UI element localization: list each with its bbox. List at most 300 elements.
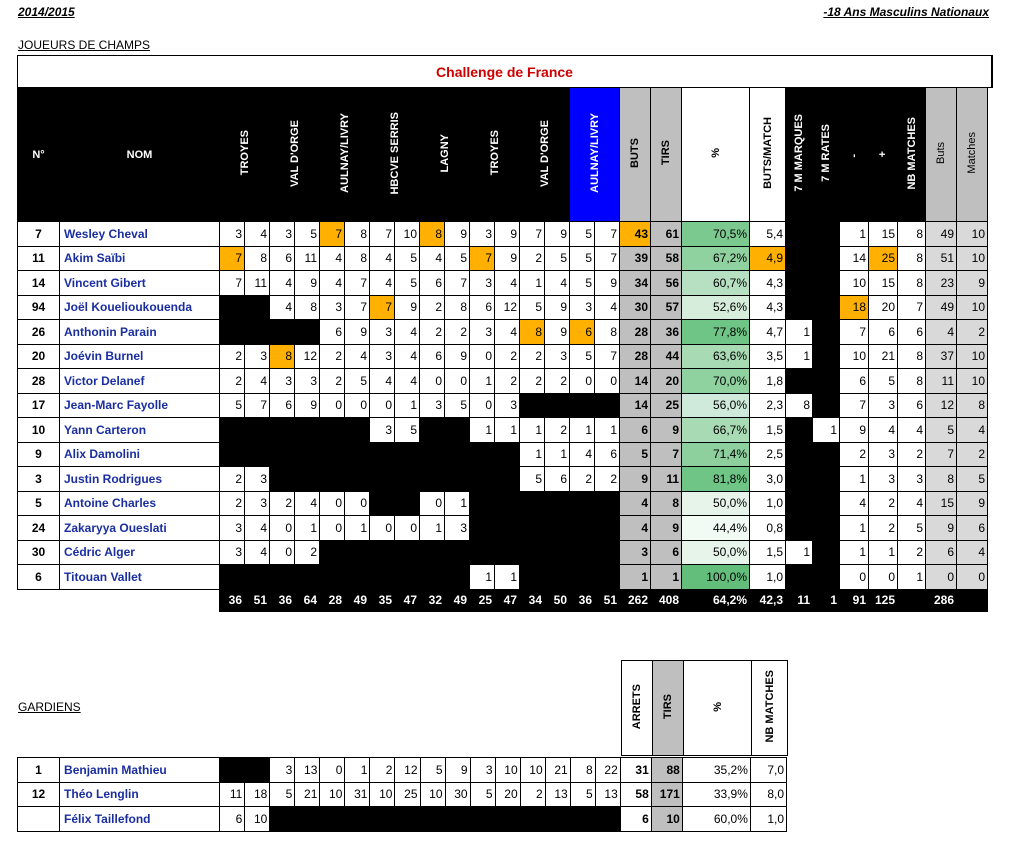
player-name[interactable]: Justin Rodrigues	[60, 467, 220, 492]
match-6-tirs	[495, 516, 520, 541]
match-7-buts	[520, 540, 545, 565]
match-1-buts	[220, 442, 245, 467]
table-row	[18, 467, 993, 492]
match-7-buts: 1	[520, 442, 545, 467]
gk-match-3-arrets: 10	[320, 782, 345, 807]
7m-marques-cell	[786, 271, 813, 296]
table-row	[18, 418, 993, 443]
gk-match-5-tirs: 30	[445, 782, 470, 807]
tirs-cell: 6	[651, 540, 682, 565]
plus-cell: 3	[869, 393, 898, 418]
matches2-cell: 6	[957, 516, 988, 541]
match-7-tirs: 9	[545, 222, 570, 247]
match-3-buts: 2	[320, 369, 345, 394]
gk-match-7-tirs	[545, 807, 570, 832]
gk-match-4-tirs	[395, 807, 420, 832]
pct-cell: 77,8%	[682, 320, 750, 345]
gk-nb-cell: 8,0	[750, 782, 786, 807]
match-5-tirs: 3	[445, 516, 470, 541]
buts-per-match-cell: 1,5	[750, 540, 786, 565]
match-8-buts	[570, 393, 595, 418]
matches2-cell: 0	[957, 565, 988, 590]
7m-marques-cell	[786, 246, 813, 271]
goalkeepers-table	[17, 757, 787, 832]
match-2-tirs	[295, 442, 320, 467]
gk-match-1-arrets: 11	[220, 782, 245, 807]
minus-cell: 18	[840, 295, 869, 320]
tirs-cell: 8	[651, 491, 682, 516]
match-6-tirs: 9	[495, 246, 520, 271]
total-cell	[898, 589, 926, 611]
tirs-cell: 7	[651, 442, 682, 467]
match-8-tirs: 9	[595, 271, 620, 296]
match-7-tirs	[545, 393, 570, 418]
match-2-buts: 3	[270, 369, 295, 394]
player-name[interactable]: Titouan Vallet	[60, 565, 220, 590]
table-row	[18, 295, 993, 320]
plus-cell: 1	[869, 540, 898, 565]
match-3-tirs: 7	[345, 295, 370, 320]
col-minus: -	[840, 88, 869, 222]
match-4-buts: 4	[370, 246, 395, 271]
gk-match-1-arrets: 6	[220, 807, 245, 832]
match-3-tirs: 4	[345, 344, 370, 369]
tirs-cell: 11	[651, 467, 682, 492]
match-4-buts: 4	[370, 369, 395, 394]
match-2-tirs	[295, 320, 320, 345]
col-match-3: AULNAY/LIVRY	[320, 88, 370, 222]
player-name[interactable]: Vincent Gibert	[60, 271, 220, 296]
table-row	[18, 271, 993, 296]
buts-cell: 28	[620, 320, 651, 345]
match-3-tirs	[345, 467, 370, 492]
tirs-cell: 36	[651, 320, 682, 345]
pct-cell: 66,7%	[682, 418, 750, 443]
gk-number: 1	[18, 758, 60, 783]
gk-match-5-arrets: 10	[420, 782, 445, 807]
pct-cell: 44,4%	[682, 516, 750, 541]
player-number: 10	[18, 418, 60, 443]
table-row	[18, 565, 993, 590]
gk-name[interactable]: Théo Lenglin	[60, 782, 220, 807]
match-4-tirs	[395, 442, 420, 467]
7m-rates-cell	[813, 467, 840, 492]
match-6-tirs: 3	[495, 393, 520, 418]
nb-matches-cell: 8	[898, 369, 926, 394]
match-4-tirs	[395, 491, 420, 516]
gk-match-5-arrets: 5	[420, 758, 445, 783]
match-4-tirs	[395, 467, 420, 492]
pct-cell: 71,4%	[682, 442, 750, 467]
col-buts-2: Buts	[926, 88, 957, 222]
total-cell: 36	[270, 589, 295, 611]
match-8-tirs	[595, 516, 620, 541]
match-1-buts: 3	[220, 540, 245, 565]
matches2-cell: 5	[957, 467, 988, 492]
gk-name[interactable]: Benjamin Mathieu	[60, 758, 220, 783]
buts-cell: 43	[620, 222, 651, 247]
match-1-tirs: 8	[245, 246, 270, 271]
match-1-buts: 3	[220, 222, 245, 247]
col-match-1: TROYES	[220, 88, 270, 222]
total-cell: 49	[345, 589, 370, 611]
match-7-tirs: 9	[545, 320, 570, 345]
total-cell: 49	[445, 589, 470, 611]
player-name[interactable]: Jean-Marc Fayolle	[60, 393, 220, 418]
match-6-buts: 3	[470, 271, 495, 296]
match-7-tirs: 2	[545, 369, 570, 394]
match-1-buts: 2	[220, 369, 245, 394]
col-no: N°	[18, 88, 60, 222]
match-6-buts	[470, 491, 495, 516]
buts-cell: 9	[620, 467, 651, 492]
match-4-tirs: 5	[395, 271, 420, 296]
plus-cell: 3	[869, 442, 898, 467]
match-7-buts: 5	[520, 467, 545, 492]
match-6-buts	[470, 467, 495, 492]
col-match-2: VAL D'ORGE	[270, 88, 320, 222]
match-5-tirs: 9	[445, 344, 470, 369]
gk-col-pct: %	[684, 661, 752, 756]
match-7-buts: 2	[520, 246, 545, 271]
pct-cell: 81,8%	[682, 467, 750, 492]
match-4-tirs	[395, 540, 420, 565]
match-1-tirs	[245, 418, 270, 443]
7m-rates-cell	[813, 320, 840, 345]
match-3-tirs	[345, 540, 370, 565]
match-7-buts	[520, 516, 545, 541]
nb-matches-cell: 4	[898, 418, 926, 443]
match-1-buts	[220, 565, 245, 590]
match-3-buts: 6	[320, 320, 345, 345]
7m-rates-cell	[813, 540, 840, 565]
pct-cell: 50,0%	[682, 491, 750, 516]
7m-marques-cell	[786, 516, 813, 541]
buts2-cell: 5	[926, 418, 957, 443]
match-3-buts	[320, 418, 345, 443]
total-cell: 47	[395, 589, 420, 611]
tirs-cell: 20	[651, 369, 682, 394]
match-3-tirs	[345, 565, 370, 590]
match-7-tirs: 1	[545, 442, 570, 467]
match-3-buts: 4	[320, 271, 345, 296]
total-cell: 1	[813, 589, 840, 611]
match-4-buts: 7	[370, 295, 395, 320]
buts-cell: 3	[620, 540, 651, 565]
match-7-tirs: 6	[545, 467, 570, 492]
matches2-cell: 4	[957, 540, 988, 565]
total-cell: 35	[370, 589, 395, 611]
total-cell: 36	[220, 589, 245, 611]
player-name[interactable]: Zakaryya Oueslati	[60, 516, 220, 541]
match-8-tirs: 1	[595, 418, 620, 443]
gk-arrets-cell: 58	[620, 782, 651, 807]
match-3-tirs	[345, 442, 370, 467]
match-1-tirs	[245, 320, 270, 345]
match-7-buts: 2	[520, 369, 545, 394]
match-5-buts: 0	[420, 491, 445, 516]
minus-cell: 2	[840, 442, 869, 467]
match-5-tirs	[445, 540, 470, 565]
player-number: 17	[18, 393, 60, 418]
pct-cell: 100,0%	[682, 565, 750, 590]
match-6-buts	[470, 516, 495, 541]
matches2-cell: 9	[957, 491, 988, 516]
match-6-buts: 1	[470, 369, 495, 394]
player-name[interactable]: Joévin Burnel	[60, 344, 220, 369]
table-row	[18, 344, 993, 369]
tirs-cell: 1	[651, 565, 682, 590]
gk-pct-cell: 60,0%	[682, 807, 750, 832]
players-table	[17, 55, 993, 612]
match-5-tirs: 5	[445, 246, 470, 271]
player-name[interactable]: Anthonin Parain	[60, 320, 220, 345]
player-number: 7	[18, 222, 60, 247]
match-8-tirs	[595, 491, 620, 516]
match-2-buts	[270, 418, 295, 443]
table-row	[18, 393, 993, 418]
gk-match-6-arrets	[470, 807, 495, 832]
buts2-cell: 8	[926, 467, 957, 492]
match-8-buts: 0	[570, 369, 595, 394]
tirs-cell: 58	[651, 246, 682, 271]
7m-marques-cell	[786, 222, 813, 247]
match-3-buts: 0	[320, 516, 345, 541]
match-1-tirs: 4	[245, 516, 270, 541]
7m-rates-cell	[813, 442, 840, 467]
match-5-tirs	[445, 418, 470, 443]
pct-cell: 50,0%	[682, 540, 750, 565]
total-cell: 51	[595, 589, 620, 611]
match-5-tirs: 1	[445, 491, 470, 516]
pct-cell: 60,7%	[682, 271, 750, 296]
match-2-tirs: 12	[295, 344, 320, 369]
match-1-tirs: 3	[245, 491, 270, 516]
gk-row	[18, 782, 787, 807]
player-name[interactable]: Antoine Charles	[60, 491, 220, 516]
player-name[interactable]: Wesley Cheval	[60, 222, 220, 247]
player-name[interactable]: Joël Kouelioukouenda	[60, 295, 220, 320]
player-name[interactable]: Cédric Alger	[60, 540, 220, 565]
total-cell: 286	[926, 589, 957, 611]
nb-matches-cell: 1	[898, 565, 926, 590]
match-2-buts: 4	[270, 271, 295, 296]
match-2-tirs: 8	[295, 295, 320, 320]
table-row	[18, 222, 993, 247]
gk-match-7-tirs: 21	[545, 758, 570, 783]
match-6-buts: 3	[470, 222, 495, 247]
match-3-tirs	[345, 418, 370, 443]
total-cell: 42,3	[750, 589, 786, 611]
buts2-cell: 51	[926, 246, 957, 271]
tirs-cell: 44	[651, 344, 682, 369]
nb-matches-cell: 6	[898, 393, 926, 418]
gk-match-4-arrets: 10	[370, 782, 395, 807]
match-1-buts	[220, 320, 245, 345]
gk-match-7-arrets	[520, 807, 545, 832]
total-cell: 25	[470, 589, 495, 611]
match-2-tirs: 1	[295, 516, 320, 541]
match-8-buts: 3	[570, 295, 595, 320]
gk-match-8-arrets	[570, 807, 595, 832]
buts2-cell: 12	[926, 393, 957, 418]
plus-cell: 5	[869, 369, 898, 394]
match-1-buts: 2	[220, 491, 245, 516]
match-3-buts: 3	[320, 295, 345, 320]
total-cell: 11	[786, 589, 813, 611]
minus-cell: 7	[840, 393, 869, 418]
gk-match-4-tirs: 12	[395, 758, 420, 783]
col-match-7: VAL D'ORGE	[520, 88, 570, 222]
player-number: 24	[18, 516, 60, 541]
7m-marques-cell	[786, 418, 813, 443]
match-4-tirs: 4	[395, 369, 420, 394]
match-2-buts: 0	[270, 516, 295, 541]
match-3-tirs: 5	[345, 369, 370, 394]
match-7-buts	[520, 491, 545, 516]
match-8-tirs: 8	[595, 320, 620, 345]
match-5-tirs: 2	[445, 320, 470, 345]
match-7-tirs: 9	[545, 295, 570, 320]
match-8-buts: 5	[570, 271, 595, 296]
goalkeepers-header	[621, 660, 788, 756]
col-pct: %	[682, 88, 750, 222]
match-6-tirs: 2	[495, 344, 520, 369]
7m-marques-cell	[786, 369, 813, 394]
players-section-title: JOUEURS DE CHAMPS	[18, 38, 151, 52]
buts2-cell: 49	[926, 295, 957, 320]
gk-match-3-arrets: 0	[320, 758, 345, 783]
match-6-buts: 1	[470, 565, 495, 590]
col-match-5: LAGNY	[420, 88, 470, 222]
nb-matches-cell: 8	[898, 271, 926, 296]
plus-cell: 4	[869, 418, 898, 443]
gk-pct-cell: 33,9%	[682, 782, 750, 807]
gk-name[interactable]: Félix Taillefond	[60, 807, 220, 832]
plus-cell: 15	[869, 222, 898, 247]
col-7m-marques: 7 M MARQUES	[786, 88, 813, 222]
match-5-buts: 3	[420, 393, 445, 418]
match-1-buts: 2	[220, 344, 245, 369]
match-1-tirs: 7	[245, 393, 270, 418]
gk-row	[18, 758, 787, 783]
gk-match-4-tirs: 25	[395, 782, 420, 807]
table-row	[18, 442, 993, 467]
player-name[interactable]: Akim Saïbi	[60, 246, 220, 271]
7m-marques-cell: 1	[786, 320, 813, 345]
gk-match-1-tirs: 10	[245, 807, 270, 832]
matches2-cell: 4	[957, 418, 988, 443]
match-8-buts	[570, 491, 595, 516]
col-buts-match: BUTS/MATCH	[750, 88, 786, 222]
total-cell: 36	[570, 589, 595, 611]
gk-arrets-cell: 6	[620, 807, 651, 832]
match-6-tirs: 4	[495, 271, 520, 296]
total-cell: 51	[245, 589, 270, 611]
match-4-buts: 0	[370, 393, 395, 418]
buts-cell: 28	[620, 344, 651, 369]
match-6-tirs: 4	[495, 320, 520, 345]
match-3-tirs: 8	[345, 246, 370, 271]
buts-per-match-cell: 0,8	[750, 516, 786, 541]
7m-marques-cell	[786, 565, 813, 590]
match-8-buts: 6	[570, 320, 595, 345]
gk-row	[18, 807, 787, 832]
match-5-buts: 6	[420, 271, 445, 296]
7m-rates-cell	[813, 565, 840, 590]
gk-match-6-tirs: 20	[495, 782, 520, 807]
nb-matches-cell: 6	[898, 320, 926, 345]
match-3-tirs: 1	[345, 516, 370, 541]
match-3-buts: 2	[320, 344, 345, 369]
total-cell	[957, 589, 988, 611]
gk-tirs-cell: 88	[651, 758, 682, 783]
buts-per-match-cell: 2,3	[750, 393, 786, 418]
buts-per-match-cell: 3,5	[750, 344, 786, 369]
match-2-buts: 6	[270, 246, 295, 271]
gk-match-3-tirs: 31	[345, 782, 370, 807]
match-8-buts	[570, 540, 595, 565]
gk-match-1-tirs: 18	[245, 782, 270, 807]
col-matches-2: Matches	[957, 88, 988, 222]
gk-match-7-arrets: 2	[520, 782, 545, 807]
player-number: 9	[18, 442, 60, 467]
match-3-buts: 0	[320, 393, 345, 418]
match-4-buts	[370, 467, 395, 492]
player-name[interactable]: Alix Damolini	[60, 442, 220, 467]
buts-per-match-cell: 1,0	[750, 491, 786, 516]
nb-matches-cell: 5	[898, 516, 926, 541]
buts-per-match-cell: 4,3	[750, 271, 786, 296]
match-7-buts: 8	[520, 320, 545, 345]
gk-match-2-tirs: 21	[295, 782, 320, 807]
match-7-tirs: 5	[545, 246, 570, 271]
match-2-tirs: 2	[295, 540, 320, 565]
7m-marques-cell	[786, 442, 813, 467]
match-4-buts	[370, 565, 395, 590]
match-2-buts: 2	[270, 491, 295, 516]
tirs-cell: 57	[651, 295, 682, 320]
match-2-tirs: 11	[295, 246, 320, 271]
matches2-cell: 2	[957, 442, 988, 467]
buts-cell: 14	[620, 393, 651, 418]
nb-matches-cell: 8	[898, 222, 926, 247]
player-name[interactable]: Victor Delanef	[60, 369, 220, 394]
gk-match-6-arrets: 5	[470, 782, 495, 807]
match-2-buts	[270, 467, 295, 492]
match-3-buts: 4	[320, 246, 345, 271]
match-7-tirs: 4	[545, 271, 570, 296]
matches2-cell: 9	[957, 271, 988, 296]
player-number: 5	[18, 491, 60, 516]
match-2-tirs: 3	[295, 369, 320, 394]
match-8-tirs: 0	[595, 369, 620, 394]
player-number: 28	[18, 369, 60, 394]
match-8-tirs: 4	[595, 295, 620, 320]
gk-number	[18, 807, 60, 832]
total-cell: 47	[495, 589, 520, 611]
player-name[interactable]: Yann Carteron	[60, 418, 220, 443]
plus-cell: 2	[869, 491, 898, 516]
match-8-tirs: 6	[595, 442, 620, 467]
match-5-buts: 1	[420, 516, 445, 541]
match-7-tirs: 3	[545, 344, 570, 369]
match-1-tirs: 3	[245, 467, 270, 492]
match-8-buts	[570, 565, 595, 590]
7m-marques-cell	[786, 295, 813, 320]
match-1-buts: 3	[220, 516, 245, 541]
buts2-cell: 6	[926, 540, 957, 565]
